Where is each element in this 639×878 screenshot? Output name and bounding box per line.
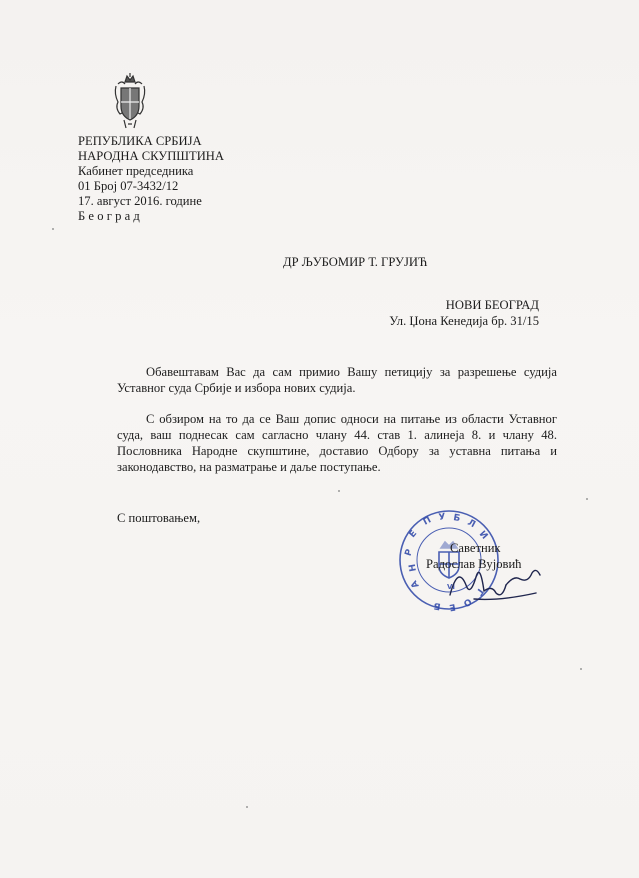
svg-text:П: П [421, 515, 434, 528]
body-paragraph-1: Обавештавам Вас да сам примио Вашу петицију за разрешење судија Уставног суда Србије и избора нових судија. [117, 365, 557, 395]
scan-speck [586, 498, 588, 500]
svg-text:У: У [438, 512, 447, 523]
svg-text:Л: Л [465, 517, 477, 531]
signatory-title: Саветник [450, 541, 501, 555]
header-republic: РЕПУБЛИКА СРБИЈА [78, 134, 202, 148]
recipient-street: Ул. Џона Кенедија бр. 31/15 [389, 314, 539, 328]
signatory-name: Радослав Вујовић [426, 557, 522, 571]
svg-text:Е: Е [407, 528, 420, 540]
header-reference-number: 01 Број 07-3432/12 [78, 179, 179, 193]
svg-text:VI: VI [447, 583, 456, 591]
svg-text:Р: Р [403, 548, 416, 558]
header-city: Београд [78, 209, 143, 223]
svg-text:А: А [409, 578, 422, 590]
svg-text:Е: Е [448, 601, 457, 612]
coat-of-arms-emblem [112, 72, 148, 132]
body-paragraph-2: С обзиром на то да се Ваш допис односи на питање из области Уставног суда, ваш поднесак сам сагласно члану 44. став 1. алинеја 8. и члану 48. Пословника Народне скупштине, доставио Одбору за уставна питања и законодавство, на разматрање и даље поступање. [117, 412, 557, 474]
scan-speck [246, 806, 248, 808]
recipient-city: НОВИ БЕОГРАД [445, 298, 539, 312]
scan-speck [580, 668, 582, 670]
header-assembly: НАРОДНА СКУПШТИНА [78, 149, 224, 163]
svg-text:И: И [476, 529, 490, 542]
closing-salutation: С поштовањем, [117, 511, 201, 525]
svg-text:Б: Б [433, 599, 442, 611]
scan-speck [52, 228, 54, 230]
header-cabinet: Кабинет председника [78, 164, 194, 178]
svg-text:О: О [461, 595, 474, 609]
scan-speck [338, 490, 340, 492]
svg-text:Н: Н [407, 563, 419, 573]
svg-text:Б: Б [452, 513, 461, 525]
recipient-name: ДР ЉУБОМИР Т. ГРУЈИЋ [283, 255, 428, 269]
svg-text:Г: Г [473, 586, 485, 597]
header-date: 17. август 2016. године [78, 194, 202, 208]
handwritten-signature [440, 555, 550, 610]
